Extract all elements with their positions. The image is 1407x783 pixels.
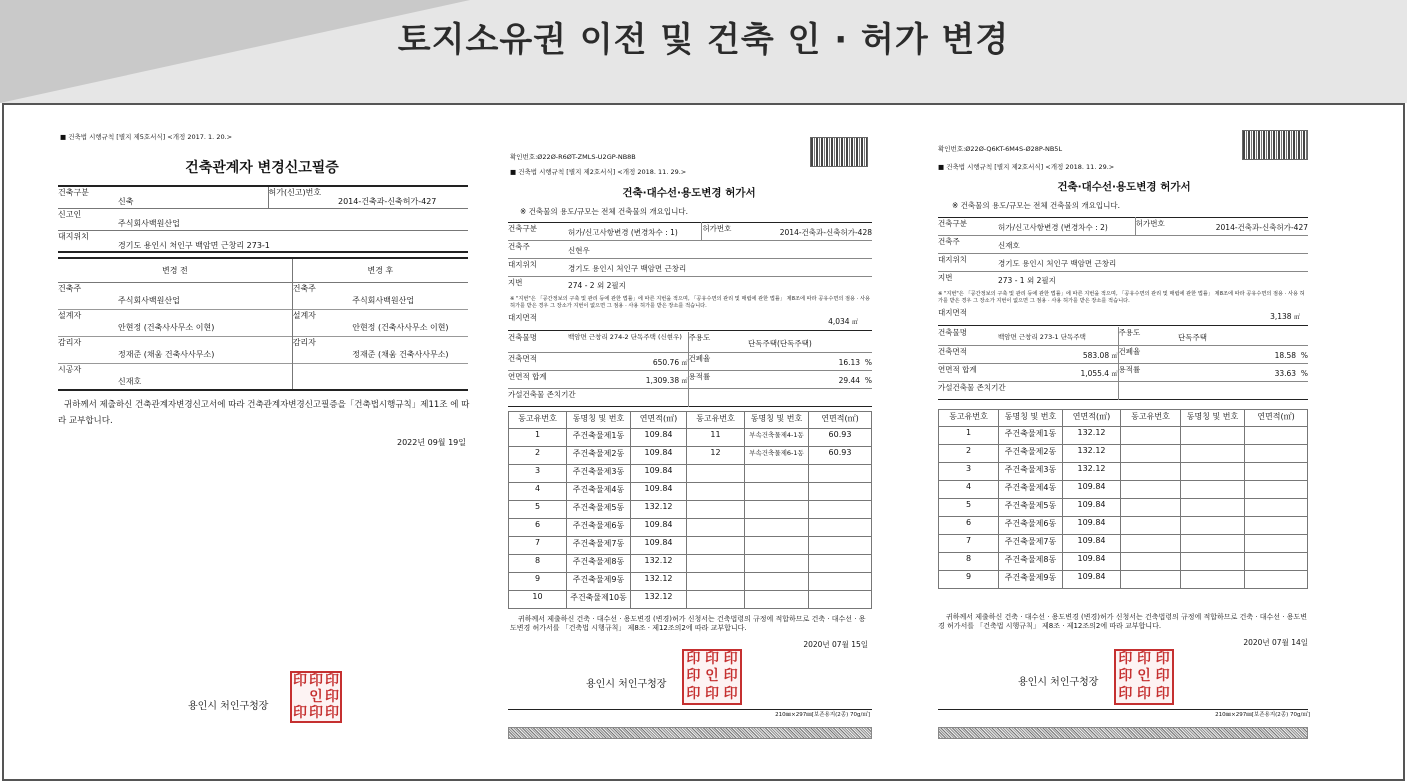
table-row [509, 465, 872, 483]
barcode-icon [810, 137, 868, 167]
table-cell: 8 [509, 555, 567, 573]
doc2-bcr-label: 건폐율 [688, 352, 738, 370]
table-cell: 주건축물제1동 [999, 427, 1063, 445]
table-cell [1181, 571, 1245, 589]
table-cell [1181, 481, 1245, 499]
table-row [509, 591, 872, 609]
doc2-title: 건축·대수선·용도변경 허가서 [622, 187, 756, 199]
table-row [939, 499, 1308, 517]
document-permit-1 [504, 105, 874, 781]
table-cell [745, 501, 809, 519]
table-cell: 주건축물제7동 [999, 535, 1063, 553]
doc2-body-text: 귀하께서 제출하신 건축 · 대수선 · 용도변경 (변경)허가 신청서는 건축법령의 규정에 적합하므로 건축 · 대수선 · 용도변경 허가서를 「건축법 시행규칙」 제8조 · 제12조의2에 따라 교부합니다. [510, 615, 866, 633]
table-cell [1181, 517, 1245, 535]
table-cell: 주건축물제1동 [567, 429, 631, 447]
table-cell [687, 483, 745, 501]
table-cell [1121, 499, 1181, 517]
doc2-building-table [508, 332, 872, 407]
table-cell [745, 591, 809, 609]
doc1-info-table [58, 185, 468, 253]
table-row [939, 535, 1308, 553]
doc3-issuer: 용인시 처인구청장 [1018, 677, 1099, 688]
security-pattern [508, 727, 872, 739]
page-title: 토지소유권 이전 및 건축 인 · 허가 변경 [397, 20, 1010, 60]
table-cell: 9 [939, 571, 999, 589]
table-cell [1121, 481, 1181, 499]
doc2-area-label: 대지면적 [508, 313, 537, 322]
doc1-date: 2022년 09월 19일 [397, 438, 466, 447]
table-cell: 주건축물제2동 [999, 445, 1063, 463]
table-cell: 132.12 [631, 591, 687, 609]
table-cell: 7 [509, 537, 567, 555]
table-cell: 109.84 [1063, 535, 1121, 553]
table-cell: 132.12 [1063, 427, 1121, 445]
table-cell: 132.12 [631, 501, 687, 519]
doc2-area-unit: ㎡ [851, 319, 858, 326]
doc1-row-label: 감리자 [58, 337, 82, 347]
column-header: 동고유번호 [687, 412, 745, 429]
table-row [939, 463, 1308, 481]
table-row [509, 537, 872, 555]
doc2-type-label: 건축구분 [508, 224, 537, 233]
doc3-type-label: 건축구분 [938, 219, 967, 228]
table-cell [1121, 463, 1181, 481]
doc2-gfa-label: 연면적 합계 [508, 371, 547, 381]
table-row [509, 429, 872, 447]
table-cell [809, 555, 872, 573]
table-cell [1245, 517, 1308, 535]
doc3-gfa-value: 1,055.4 [1080, 368, 1110, 378]
column-header: 연면적(㎡) [1063, 410, 1121, 427]
doc3-owner-value: 신재호 [998, 241, 1020, 250]
table-cell: 132.12 [631, 555, 687, 573]
doc2-lot-value: 274 - 2 외 2필지 [568, 281, 626, 290]
doc1-body-text: 귀하께서 제출하신 건축관계자변경신고서에 따라 건축관계자변경신고필증을「건축법시행규칙」제11조 에 따라 교부합니다. [58, 400, 470, 427]
doc1-change-table [58, 257, 468, 391]
doc2-bname-label: 건축물명 [508, 333, 537, 342]
doc2-area-table [508, 312, 872, 331]
table-cell: 4 [509, 483, 567, 501]
table-cell [1245, 427, 1308, 445]
doc2-confirm-no: 확인번호:Ø22Ø-R6ØT-ZMLS-U2GP-NB8B [510, 153, 636, 161]
doc1-permit-label: 허가(신고)번호 [268, 186, 338, 208]
doc3-area-table [938, 307, 1308, 326]
table-cell [687, 591, 745, 609]
table-cell: 주건축물제2동 [567, 447, 631, 465]
doc1-type-value: 신축 [118, 197, 134, 206]
doc3-lot-label: 지번 [938, 273, 953, 282]
table-cell [1245, 445, 1308, 463]
table-cell: 주건축물제3동 [999, 463, 1063, 481]
table-cell: 5 [939, 499, 999, 517]
doc2-lot-note: ※ "지번"은 「공간정보의 구축 및 관리 등에 관한 법률」에 따른 지번을 적으며, 「공유수면의 관리 및 매립에 관한 법률」 제8조에 따라 공유수면의 점용 · 사용 허가를 받은 경우 그 장소가 지번이 없으면 그 점용 · 사용 허가를 받은 장소를 적습니다. [510, 296, 871, 309]
table-cell [687, 555, 745, 573]
table-row [509, 447, 872, 465]
table-cell [1181, 499, 1245, 517]
doc1-row-before: 안현정 (건축사사무소 이현) [118, 322, 215, 332]
table-cell: 109.84 [631, 429, 687, 447]
doc1-reporter-value: 주식회사백원산업 [118, 218, 180, 228]
table-cell [1181, 445, 1245, 463]
doc1-row-label: 시공자 [58, 364, 82, 374]
doc3-area-label: 대지면적 [938, 308, 967, 317]
doc3-unit-m2: ㎡ [1111, 370, 1118, 378]
doc2-lot-label: 지번 [508, 278, 523, 287]
doc2-unit-m2: ㎡ [681, 359, 688, 367]
table-cell: 3 [509, 465, 567, 483]
table-row [58, 309, 468, 336]
doc2-building-list [508, 411, 872, 609]
table-cell [809, 501, 872, 519]
table-cell: 3 [939, 463, 999, 481]
table-cell [809, 537, 872, 555]
table-cell: 109.84 [1063, 499, 1121, 517]
doc3-far-label: 용적률 [1118, 363, 1168, 381]
doc2-paper-note: 210㎜×297㎜[보존용지(2종) 70g/㎡] [775, 712, 870, 718]
table-cell: 주건축물제7동 [567, 537, 631, 555]
table-cell [1121, 571, 1181, 589]
doc1-row-after-label: 설계자 [292, 309, 352, 336]
table-cell [745, 465, 809, 483]
table-cell [1245, 481, 1308, 499]
doc3-unit-pct: % [1300, 368, 1308, 378]
official-seal-icon: 印 印 印 인 印 印 印 印 [290, 671, 342, 723]
doc3-title: 건축·대수선·용도변경 허가서 [1057, 181, 1191, 193]
page-header [0, 0, 1407, 103]
table-cell: 9 [509, 573, 567, 591]
doc2-type-value: 허가/신고사항변경 (변경차수 : 1) [568, 228, 678, 237]
table-cell: 109.84 [1063, 571, 1121, 589]
doc2-owner-label: 건축주 [508, 242, 530, 251]
doc2-unit-m2: ㎡ [681, 377, 688, 385]
doc3-body-text: 귀하께서 제출하신 건축 · 대수선 · 용도변경 (변경)허가 신청서는 건축법령의 규정에 적합하므로 건축 · 대수선 · 용도변경 허가서를 「건축법 시행규칙」 제8조 · 제12조의2에 따라 교부합니다. [938, 613, 1308, 631]
table-cell: 주건축물제10동 [567, 591, 631, 609]
table-cell [809, 483, 872, 501]
table-cell: 부속건축물제4-1동 [745, 429, 809, 447]
barcode-icon [1242, 130, 1308, 160]
doc1-site-value: 경기도 용인시 처인구 백암면 근창리 273-1 [118, 240, 270, 250]
table-cell [1245, 499, 1308, 517]
doc2-gfa-value: 1,309.38 [645, 375, 680, 385]
doc1-site-label: 대지위치 [58, 231, 89, 241]
column-header: 동명칭 및 번호 [1181, 410, 1245, 427]
table-cell [1121, 553, 1181, 571]
doc2-site-label: 대지위치 [508, 260, 537, 269]
doc2-header-note: ■ 건축법 시행규칙 [별지 제2호서식] <개정 2018. 11. 29.> [510, 168, 687, 176]
doc1-row-after: 안현정 (건축사사무소 이현) [352, 322, 449, 332]
doc2-barea-value: 650.76 [652, 357, 680, 367]
doc1-row-before: 정재준 (채움 건축사사무소) [118, 349, 215, 359]
column-header: 동고유번호 [1121, 410, 1181, 427]
doc3-permit-value: 2014-건축과-신축허가-427 [1215, 223, 1308, 232]
table-row [939, 517, 1308, 535]
table-cell: 132.12 [1063, 463, 1121, 481]
table-cell [809, 465, 872, 483]
doc3-area-value: 3,138 [1270, 312, 1292, 321]
doc2-use-label: 주용도 [688, 332, 738, 352]
column-header: 연면적(㎡) [1245, 410, 1308, 427]
column-header: 연면적(㎡) [631, 412, 687, 429]
table-row [939, 571, 1308, 589]
doc3-building-table [938, 327, 1308, 400]
doc2-owner-value: 신현우 [568, 246, 590, 255]
table-cell [687, 519, 745, 537]
security-pattern [938, 727, 1308, 739]
doc3-permit-label: 허가번호 [1135, 218, 1193, 236]
table-cell [687, 465, 745, 483]
table-cell [745, 519, 809, 537]
table-cell: 109.84 [631, 447, 687, 465]
doc2-temp-label: 가설건축물 존치기간 [508, 389, 576, 399]
table-cell [1181, 463, 1245, 481]
doc1-row-after: 정재준 (채움 건축사사무소) [352, 349, 449, 359]
doc2-unit-pct: % [864, 357, 872, 367]
table-cell: 109.84 [631, 537, 687, 555]
table-cell: 11 [687, 429, 745, 447]
doc2-permit-label: 허가번호 [702, 223, 760, 241]
doc3-unit-pct: % [1300, 350, 1308, 360]
doc3-lot-note: ※ "지번"은 「공간정보의 구축 및 관리 등에 관한 법률」에 따른 지번을 적으며, 「공유수면의 관리 및 매립에 관한 법률」 제8조에 따라 공유수면의 점용 · 사용 허가를 받은 경우 그 장소가 지번이 없으면 그 점용 · 사용 허가를 받은 장소를 적습니다. [938, 291, 1305, 304]
doc1-reporter-label: 신고인 [58, 209, 82, 219]
column-header: 연면적(㎡) [809, 412, 872, 429]
doc3-overview-table [938, 217, 1308, 286]
table-cell [1181, 427, 1245, 445]
table-cell: 12 [687, 447, 745, 465]
doc2-area-value: 4,034 [828, 317, 850, 326]
doc3-far-value: 33.63 [1274, 368, 1297, 378]
table-cell: 132.12 [631, 573, 687, 591]
table-cell: 8 [939, 553, 999, 571]
table-cell [1245, 463, 1308, 481]
doc1-after-header: 변경 후 [292, 258, 468, 282]
table-cell: 60.93 [809, 429, 872, 447]
document-change-report [52, 105, 472, 781]
doc3-gfa-label: 연면적 합계 [938, 364, 977, 374]
column-header: 동명칭 및 번호 [567, 412, 631, 429]
official-seal-icon: 印 印 印 印 인 印 印 印 印 [682, 649, 742, 705]
documents-frame [2, 103, 1405, 781]
doc3-use-value: 단독주택 [1178, 333, 1207, 342]
table-cell: 주건축물제6동 [999, 517, 1063, 535]
doc3-header-note: ■ 건축법 시행규칙 [별지 제2호서식] <개정 2018. 11. 29.> [938, 163, 1115, 171]
table-row [509, 483, 872, 501]
doc3-bname-value: 백암면 근창리 273-1 단독주택 [998, 333, 1086, 341]
table-cell: 주건축물제4동 [567, 483, 631, 501]
doc1-issuer: 용인시 처인구청장 [188, 701, 269, 712]
table-cell [1181, 553, 1245, 571]
table-cell [809, 519, 872, 537]
doc3-site-label: 대지위치 [938, 255, 967, 264]
table-cell [687, 501, 745, 519]
doc3-building-list [938, 409, 1308, 589]
table-row [509, 555, 872, 573]
table-cell: 10 [509, 591, 567, 609]
doc3-confirm-no: 확인번호:Ø22Ø-Q6KT-6M4S-Ø28P-NB5L [938, 145, 1063, 153]
doc2-unit-pct: % [864, 375, 872, 385]
table-cell: 주건축물제3동 [567, 465, 631, 483]
doc3-type-value: 허가/신고사항변경 (변경차수 : 2) [998, 223, 1108, 232]
doc1-title: 건축관계자 변경신고필증 [185, 160, 339, 176]
doc3-note: ※ 건축물의 용도/규모는 전체 건축물의 개요입니다. [952, 201, 1121, 210]
doc3-bcr-value: 18.58 [1274, 350, 1297, 360]
table-cell: 2 [509, 447, 567, 465]
table-cell [745, 573, 809, 591]
table-row [58, 363, 468, 390]
doc2-use-value: 단독주택(단독주택) [748, 339, 812, 348]
doc2-bname-value: 백암면 근창리 274-2 단독주택 (신현우) [568, 333, 682, 341]
table-cell: 2 [939, 445, 999, 463]
table-cell: 주건축물제9동 [567, 573, 631, 591]
doc2-bcr-value: 16.13 [838, 357, 861, 367]
table-cell [1245, 553, 1308, 571]
table-cell [745, 555, 809, 573]
table-row [939, 445, 1308, 463]
table-cell: 주건축물제5동 [999, 499, 1063, 517]
doc1-row-after: 주식회사백원산업 [352, 295, 415, 305]
table-cell: 주건축물제5동 [567, 501, 631, 519]
doc1-type-label: 건축구분 [58, 188, 89, 197]
table-cell [745, 537, 809, 555]
doc3-unit-m2: ㎡ [1111, 352, 1118, 360]
table-cell [687, 573, 745, 591]
table-cell [1121, 427, 1181, 445]
official-seal-icon: 印 印 印 印 인 印 印 印 印 [1114, 649, 1174, 705]
column-header: 동고유번호 [509, 412, 567, 429]
column-header: 동명칭 및 번호 [999, 410, 1063, 427]
table-cell [1245, 535, 1308, 553]
table-cell [745, 483, 809, 501]
table-cell: 132.12 [1063, 445, 1121, 463]
doc2-site-value: 경기도 용인시 처인구 백암면 근창리 [568, 264, 687, 273]
table-cell: 주건축물제4동 [999, 481, 1063, 499]
table-cell: 1 [509, 429, 567, 447]
table-cell: 7 [939, 535, 999, 553]
document-permit-2 [934, 105, 1314, 781]
table-cell: 주건축물제6동 [567, 519, 631, 537]
table-cell: 109.84 [631, 483, 687, 501]
doc3-barea-label: 건축면적 [938, 346, 967, 356]
doc2-far-label: 용적률 [688, 370, 738, 388]
table-row [509, 501, 872, 519]
doc3-paper-note: 210㎜×297㎜[보존용지(2종) 70g/㎡] [1215, 712, 1310, 718]
doc3-site-value: 경기도 용인시 처인구 백암면 근창리 [998, 259, 1117, 268]
doc2-date: 2020년 07월 15일 [803, 640, 868, 649]
doc1-before-header: 변경 전 [161, 265, 188, 275]
doc2-far-value: 29.44 [838, 375, 861, 385]
doc3-temp-label: 가설건축물 존치기간 [938, 382, 1006, 392]
column-header: 동명칭 및 번호 [745, 412, 809, 429]
table-cell [1121, 517, 1181, 535]
table-cell: 주건축물제9동 [999, 571, 1063, 589]
table-cell: 109.84 [1063, 553, 1121, 571]
table-cell: 109.84 [1063, 481, 1121, 499]
table-row [58, 336, 468, 363]
doc3-use-label: 주용도 [1118, 327, 1168, 345]
doc3-area-unit: ㎡ [1293, 314, 1300, 321]
doc2-overview-table [508, 222, 872, 291]
table-row [939, 553, 1308, 571]
doc3-date: 2020년 07월 14일 [1243, 638, 1308, 647]
table-row [509, 519, 872, 537]
doc1-row-before: 주식회사백원산업 [118, 295, 180, 305]
table-cell: 부속건축물제6-1동 [745, 447, 809, 465]
doc3-lot-value: 273 - 1 외 2필지 [998, 276, 1056, 285]
table-cell: 109.84 [631, 465, 687, 483]
doc3-barea-value: 583.08 [1082, 350, 1110, 360]
doc1-row-label: 건축주 [58, 283, 82, 293]
doc2-barea-label: 건축면적 [508, 353, 537, 363]
table-cell [687, 537, 745, 555]
doc1-row-after-label: 감리자 [292, 336, 352, 363]
table-row [939, 481, 1308, 499]
table-cell: 5 [509, 501, 567, 519]
table-cell: 4 [939, 481, 999, 499]
table-cell [809, 591, 872, 609]
table-cell: 6 [509, 519, 567, 537]
table-cell [1121, 535, 1181, 553]
table-cell: 1 [939, 427, 999, 445]
doc3-bname-label: 건축물명 [938, 328, 967, 337]
doc1-row-label: 설계자 [58, 310, 82, 320]
doc3-owner-label: 건축주 [938, 237, 960, 246]
doc1-permit-value: 2014-건축과-신축허가-427 [338, 197, 437, 206]
doc2-permit-value: 2014-건축과-신축허가-428 [779, 228, 872, 237]
table-cell [1245, 571, 1308, 589]
table-row [509, 573, 872, 591]
doc1-row-after-label [292, 363, 352, 390]
column-header: 동고유번호 [939, 410, 999, 427]
table-cell [809, 573, 872, 591]
table-row [939, 427, 1308, 445]
table-cell: 주건축물제8동 [567, 555, 631, 573]
doc1-row-before: 신재호 [118, 376, 142, 386]
doc3-bcr-label: 건폐율 [1118, 345, 1168, 363]
table-cell: 6 [939, 517, 999, 535]
doc2-issuer: 용인시 처인구청장 [586, 679, 667, 690]
table-cell: 109.84 [1063, 517, 1121, 535]
table-row [58, 282, 468, 309]
table-cell: 109.84 [631, 519, 687, 537]
doc1-header-note: ■ 건축법 시행규칙 [별지 제5호서식] <개정 2017. 1. 20.> [60, 133, 233, 141]
table-cell [1121, 445, 1181, 463]
doc1-row-after [352, 363, 468, 390]
table-cell [1181, 535, 1245, 553]
doc2-note: ※ 건축물의 용도/규모는 전체 건축물의 개요입니다. [520, 207, 689, 216]
table-cell: 60.93 [809, 447, 872, 465]
table-cell: 주건축물제8동 [999, 553, 1063, 571]
doc1-row-after-label: 건축주 [292, 282, 352, 309]
